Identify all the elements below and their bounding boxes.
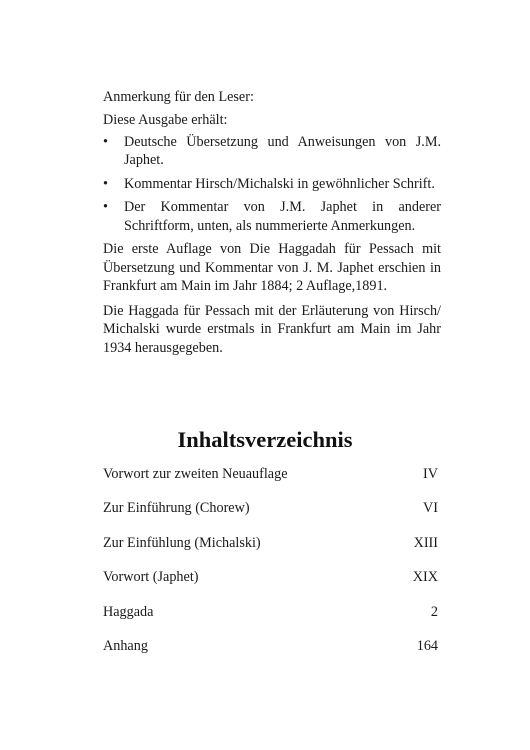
toc-entry-page: XIII: [413, 534, 438, 551]
bullet-icon: •: [103, 133, 108, 150]
toc-entry: [103, 465, 438, 499]
note-heading: Anmerkung für den Leser:: [103, 89, 254, 105]
list-item-text: Deutsche Übersetzung und Anweisungen von J.M. Japhet.: [124, 133, 441, 168]
commentary-history-paragraph: Die Haggada für Pessach mit der Erläuterung von Hirsch/ Michalski wurde erstmals in Frankfurt am Main im Jahr 1934 herausgegeben.: [103, 302, 441, 356]
reader-note: [103, 88, 441, 357]
list-item: [103, 175, 441, 194]
toc-entry: [103, 534, 438, 568]
toc-title: Inhaltsverzeichnis: [177, 427, 353, 452]
toc-entry-page: XIX: [412, 569, 438, 586]
toc-entry: [103, 637, 438, 671]
edition-history-paragraph: Die erste Auflage von Die Haggadah für Pessach mit Übersetzung und Kommentar von J. M. Japhet erschien in Frankfurt am Main im Jahr 1884; 2 Auflage,1891.: [103, 241, 441, 294]
toc-entry-label: Vorwort (Japhet): [103, 569, 199, 586]
list-item: [103, 198, 441, 235]
toc-entry-label: Anhang: [103, 637, 148, 654]
toc-entry-label: Haggada: [103, 603, 154, 620]
toc-entry-page: 2: [430, 603, 438, 620]
toc-entry: [103, 603, 438, 637]
edition-contents-list: [103, 133, 441, 236]
note-intro: Diese Ausgabe erhält:: [103, 112, 228, 128]
toc-entry-label: Vorwort zur zweiten Neuauflage: [103, 466, 288, 482]
toc-entry: [103, 499, 438, 533]
toc-entry-page: VI: [423, 500, 438, 517]
toc-entry-label: Zur Einfühlung (Michalski): [103, 534, 261, 551]
bullet-icon: •: [103, 199, 108, 215]
toc-entry: [103, 568, 438, 602]
bullet-icon: •: [103, 175, 108, 192]
toc-entry-page: 164: [416, 637, 438, 654]
list-item-text: Der Kommentar von J.M. Japhet in anderer Schriftform, unten, als nummerierte Anmerkungen.: [124, 199, 441, 234]
list-item: [103, 133, 441, 170]
table-of-contents: [103, 465, 438, 671]
toc-entry-page: IV: [423, 466, 438, 482]
toc-entry-label: Zur Einführung (Chorew): [103, 500, 250, 517]
list-item-text: Kommentar Hirsch/Michalski in gewöhnlicher Schrift.: [124, 175, 435, 192]
